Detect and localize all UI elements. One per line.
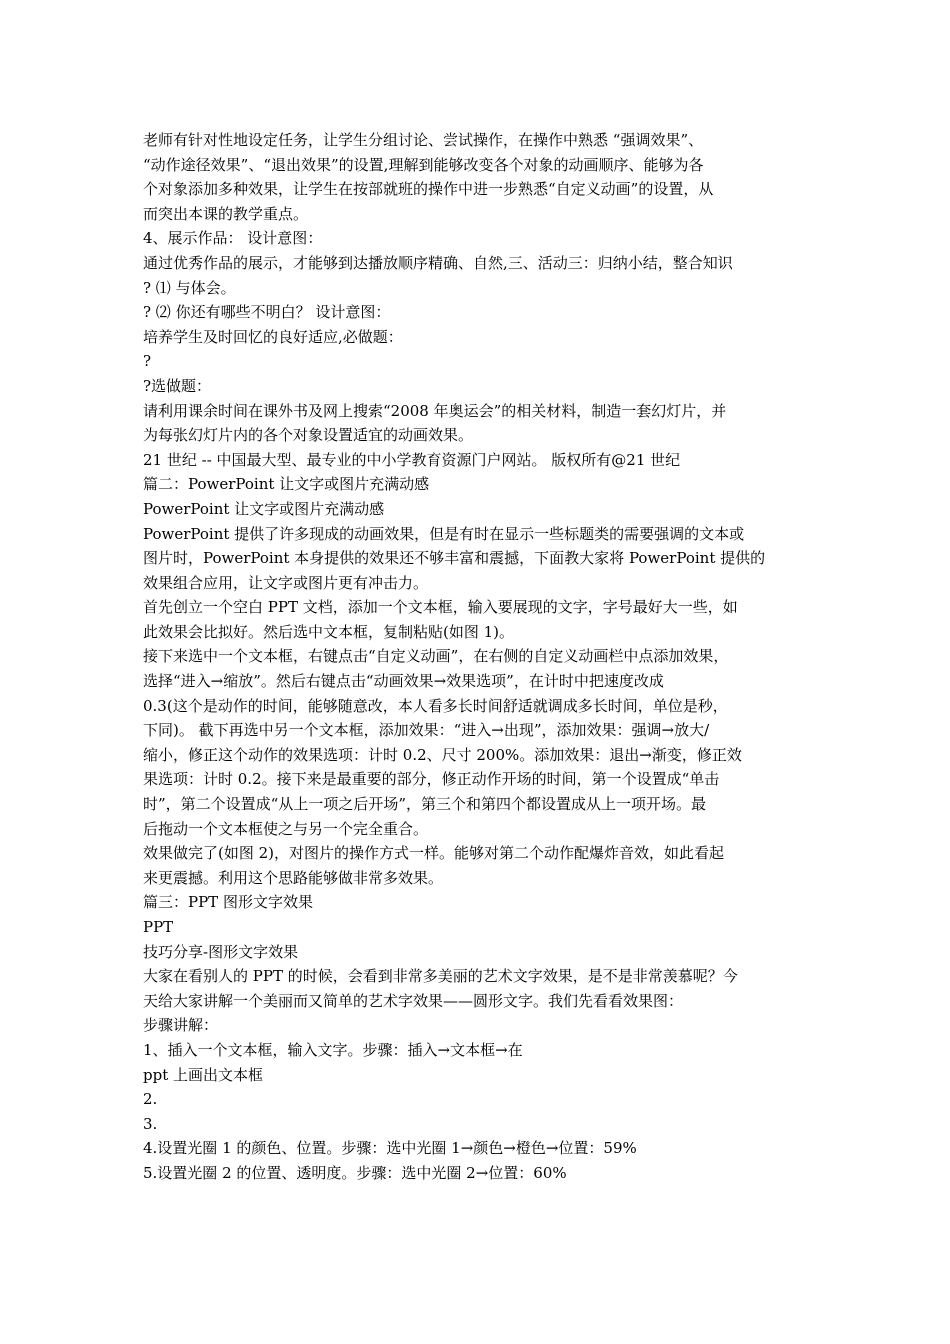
text-line: 5.设置光圈 2 的位置、透明度。步骤：选中光圈 2→位置：60% [143, 1163, 567, 1182]
text-line: ? [143, 352, 152, 371]
text-line: 时”，第二个设置成“从上一项之后开场”，第三个和第四个都设置成从上一项开场。最 [143, 795, 707, 814]
text-line: 3. [143, 1114, 158, 1133]
text-line: 21 世纪 -- 中国最大型、最专业的中小学教育资源门户网站。 版权所有@21 世纪 [143, 450, 681, 469]
text-line: 技巧分享-图形文字效果 [143, 942, 299, 961]
text-line: PowerPoint 让文字或图片充满动感 [143, 499, 385, 518]
text-line: 大家在看别人的 PPT 的时候，会看到非常多美丽的艺术文字效果，是不是非常羡慕呢？今 [143, 967, 738, 986]
text-line: 效果做完了(如图 2)，对图片的操作方式一样。能够对第二个动作配爆炸音效，如此看起 [143, 844, 725, 863]
text-line: ? ⑴ 与体会。 [143, 278, 236, 297]
text-line: ppt 上画出文本框 [143, 1065, 264, 1084]
text-line: 篇二：PowerPoint 让文字或图片充满动感 [143, 475, 430, 494]
text-line: PowerPoint 提供了许多现成的动画效果，但是有时在显示一些标题类的需要强调的文本或 [143, 524, 745, 543]
text-line: 培养学生及时回忆的良好适应,必做题： [143, 327, 403, 346]
text-line: 4.设置光圈 1 的颜色、位置。步骤：选中光圈 1→颜色→橙色→位置：59% [143, 1139, 637, 1158]
text-line: 缩小，修正这个动作的效果选项：计时 0.2、尺寸 200%。添加效果：退出→渐变，修正效 [143, 745, 742, 764]
text-line: 老师有针对性地设定任务，让学生分组讨论、尝试操作，在操作中熟悉 “强调效果”、 [143, 131, 704, 149]
text-line: 接下来选中一个文本框，右键点击“自定义动画”，在右侧的自定义动画栏中点添加效果， [143, 647, 729, 666]
text-line: 1、插入一个文本框，输入文字。步骤：插入→文本框→在 [143, 1040, 523, 1059]
text-line: PPT [143, 918, 174, 936]
text-line: 2. [143, 1090, 158, 1109]
text-line: ? ⑵ 你还有哪些不明白？ 设计意图： [143, 303, 391, 322]
text-line: 篇三：PPT 图形文字效果 [143, 893, 313, 912]
text-line: 4、展示作品： 设计意图： [143, 229, 323, 248]
document-body [143, 128, 811, 1186]
text-line: 此效果会比拟好。然后选中文本框，复制粘贴(如图 1)。 [143, 622, 515, 641]
text-line: 而突出本课的教学重点。 [143, 204, 309, 223]
text-line: 步骤讲解： [143, 1016, 219, 1035]
text-line: 下同)。 截下再选中另一个文本框，添加效果：“进入→出现”，添加效果：强调→放大/ [143, 721, 710, 740]
text-line: 通过优秀作品的展示，才能够到达播放顺序精确、自然,三、活动三：归纳小结，整合知识 [143, 253, 733, 272]
text-line: 图片时，PowerPoint 本身提供的效果还不够丰富和震撼，下面教大家将 PowerPoint 提供的 [143, 549, 766, 568]
text-line: 后拖动一个文本框使之与另一个完全重合。 [143, 819, 429, 838]
text-line: 天给大家讲解一个美丽而又简单的艺术字效果——圆形文字。我们先看看效果图： [143, 991, 684, 1010]
text-line: 效果组合应用，让文字或图片更有冲击力。 [143, 573, 429, 592]
text-line: ?选做题： [143, 376, 212, 395]
text-line: 选择“进入→缩放”。然后右键点击“动画效果→效果选项”，在计时中把速度改成 [143, 672, 664, 691]
text-line: 为每张幻灯片内的各个对象设置适宜的动画效果。 [143, 426, 474, 445]
text-line: 0.3(这个是动作的时间，能够随意改，本人看多长时间舒适就调成多长时间，单位是秒， [143, 696, 728, 715]
text-line: “动作途径效果”、“退出效果”的设置,理解到能够改变各个对象的动画顺序、能够为各 [143, 155, 704, 174]
text-line: 首先创立一个空白 PPT 文档，添加一个文本框，输入要展现的文字，字号最好大一些，如 [143, 598, 738, 617]
text-line: 果选项：计时 0.2。接下来是最重要的部分，修正动作开场的时间，第一个设置成“单击 [143, 770, 720, 789]
text-line: 来更震撼。利用这个思路能够做非常多效果。 [143, 868, 444, 887]
text-line: 请利用课余时间在课外书及网上搜索“2008 年奥运会”的相关材料，制造一套幻灯片，并 [143, 401, 727, 420]
text-line: 个对象添加多种效果，让学生在按部就班的操作中进一步熟悉“自定义动画”的设置，从 [143, 180, 714, 199]
